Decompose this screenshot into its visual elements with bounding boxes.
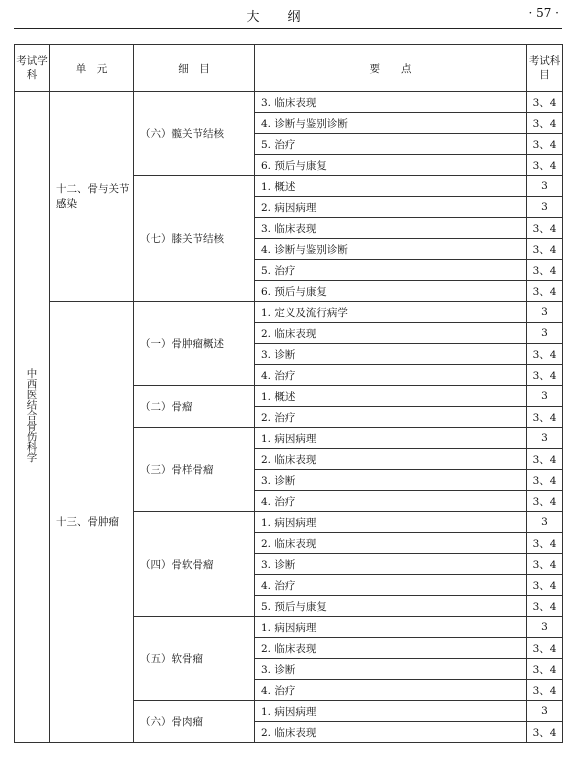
level-cell: 3、4 — [527, 113, 563, 134]
point-cell: 1. 病因病理 — [255, 428, 527, 449]
level-cell: 3 — [527, 302, 563, 323]
running-header-title: 大纲 — [246, 10, 329, 25]
level-cell: 3、4 — [527, 239, 563, 260]
item-cell: （一）骨肿瘤概述 — [134, 302, 255, 386]
level-cell: 3 — [527, 197, 563, 218]
level-cell: 3、4 — [527, 365, 563, 386]
page-number: · 57 · — [528, 6, 559, 20]
level-cell: 3、4 — [527, 281, 563, 302]
level-cell: 3、4 — [527, 491, 563, 512]
level-cell: 3、4 — [527, 344, 563, 365]
level-cell: 3、4 — [527, 680, 563, 701]
point-cell: 4. 诊断与鉴别诊断 — [255, 239, 527, 260]
level-cell: 3 — [527, 617, 563, 638]
point-cell: 5. 治疗 — [255, 260, 527, 281]
point-cell: 2. 临床表现 — [255, 449, 527, 470]
item-cell: （六）骨肉瘤 — [134, 701, 255, 743]
point-cell: 6. 预后与康复 — [255, 155, 527, 176]
point-cell: 1. 病因病理 — [255, 617, 527, 638]
column-header-item: 细 目 — [134, 45, 255, 92]
point-cell: 6. 预后与康复 — [255, 281, 527, 302]
level-cell: 3、4 — [527, 218, 563, 239]
point-cell: 4. 治疗 — [255, 365, 527, 386]
level-cell: 3、4 — [527, 449, 563, 470]
level-cell: 3 — [527, 512, 563, 533]
syllabus-table — [14, 44, 563, 743]
item-cell: （五）软骨瘤 — [134, 617, 255, 701]
level-cell: 3、4 — [527, 407, 563, 428]
point-cell: 1. 病因病理 — [255, 701, 527, 722]
item-cell: （四）骨软骨瘤 — [134, 512, 255, 617]
point-cell: 2. 临床表现 — [255, 638, 527, 659]
item-cell: （七）膝关节结核 — [134, 176, 255, 302]
level-cell: 3 — [527, 386, 563, 407]
level-cell: 3 — [527, 323, 563, 344]
level-cell: 3、4 — [527, 722, 563, 743]
point-cell: 4. 治疗 — [255, 575, 527, 596]
level-cell: 3、4 — [527, 92, 563, 113]
point-cell: 3. 诊断 — [255, 344, 527, 365]
subject-label: 中西医结合骨伤科学 — [25, 368, 38, 463]
point-cell: 3. 临床表现 — [255, 92, 527, 113]
point-cell: 2. 治疗 — [255, 407, 527, 428]
table-row — [15, 302, 563, 323]
column-header-unit: 单 元 — [50, 45, 134, 92]
level-cell: 3 — [527, 428, 563, 449]
level-cell: 3、4 — [527, 260, 563, 281]
point-cell: 5. 预后与康复 — [255, 596, 527, 617]
level-cell: 3 — [527, 701, 563, 722]
table-row — [15, 92, 563, 113]
unit-cell: 十二、骨与关节感染 — [50, 92, 134, 302]
level-cell: 3、4 — [527, 533, 563, 554]
table-header-row — [15, 45, 563, 92]
level-cell: 3、4 — [527, 659, 563, 680]
level-cell: 3、4 — [527, 155, 563, 176]
point-cell: 1. 概述 — [255, 176, 527, 197]
level-cell: 3、4 — [527, 470, 563, 491]
column-header-level: 考试科目 — [527, 45, 563, 92]
point-cell: 3. 诊断 — [255, 470, 527, 491]
unit-cell: 十三、骨肿瘤 — [50, 302, 134, 743]
point-cell: 3. 临床表现 — [255, 218, 527, 239]
point-cell: 3. 诊断 — [255, 554, 527, 575]
item-cell: （二）骨瘤 — [134, 386, 255, 428]
level-cell: 3、4 — [527, 554, 563, 575]
point-cell: 4. 治疗 — [255, 680, 527, 701]
header-rule — [14, 28, 562, 29]
point-cell: 1. 病因病理 — [255, 512, 527, 533]
point-cell: 1. 概述 — [255, 386, 527, 407]
item-cell: （三）骨样骨瘤 — [134, 428, 255, 512]
point-cell: 2. 临床表现 — [255, 722, 527, 743]
table-body — [15, 92, 563, 743]
level-cell: 3、4 — [527, 575, 563, 596]
level-cell: 3、4 — [527, 134, 563, 155]
column-header-subject: 考试学科 — [15, 45, 50, 92]
column-header-point: 要 点 — [255, 45, 527, 92]
point-cell: 1. 定义及流行病学 — [255, 302, 527, 323]
point-cell: 3. 诊断 — [255, 659, 527, 680]
item-cell: （六）髋关节结核 — [134, 92, 255, 176]
point-cell: 2. 临床表现 — [255, 323, 527, 344]
point-cell: 4. 诊断与鉴别诊断 — [255, 113, 527, 134]
level-cell: 3 — [527, 176, 563, 197]
level-cell: 3、4 — [527, 596, 563, 617]
point-cell: 2. 病因病理 — [255, 197, 527, 218]
point-cell: 4. 治疗 — [255, 491, 527, 512]
point-cell: 5. 治疗 — [255, 134, 527, 155]
level-cell: 3、4 — [527, 638, 563, 659]
subject-cell — [15, 92, 50, 743]
point-cell: 2. 临床表现 — [255, 533, 527, 554]
